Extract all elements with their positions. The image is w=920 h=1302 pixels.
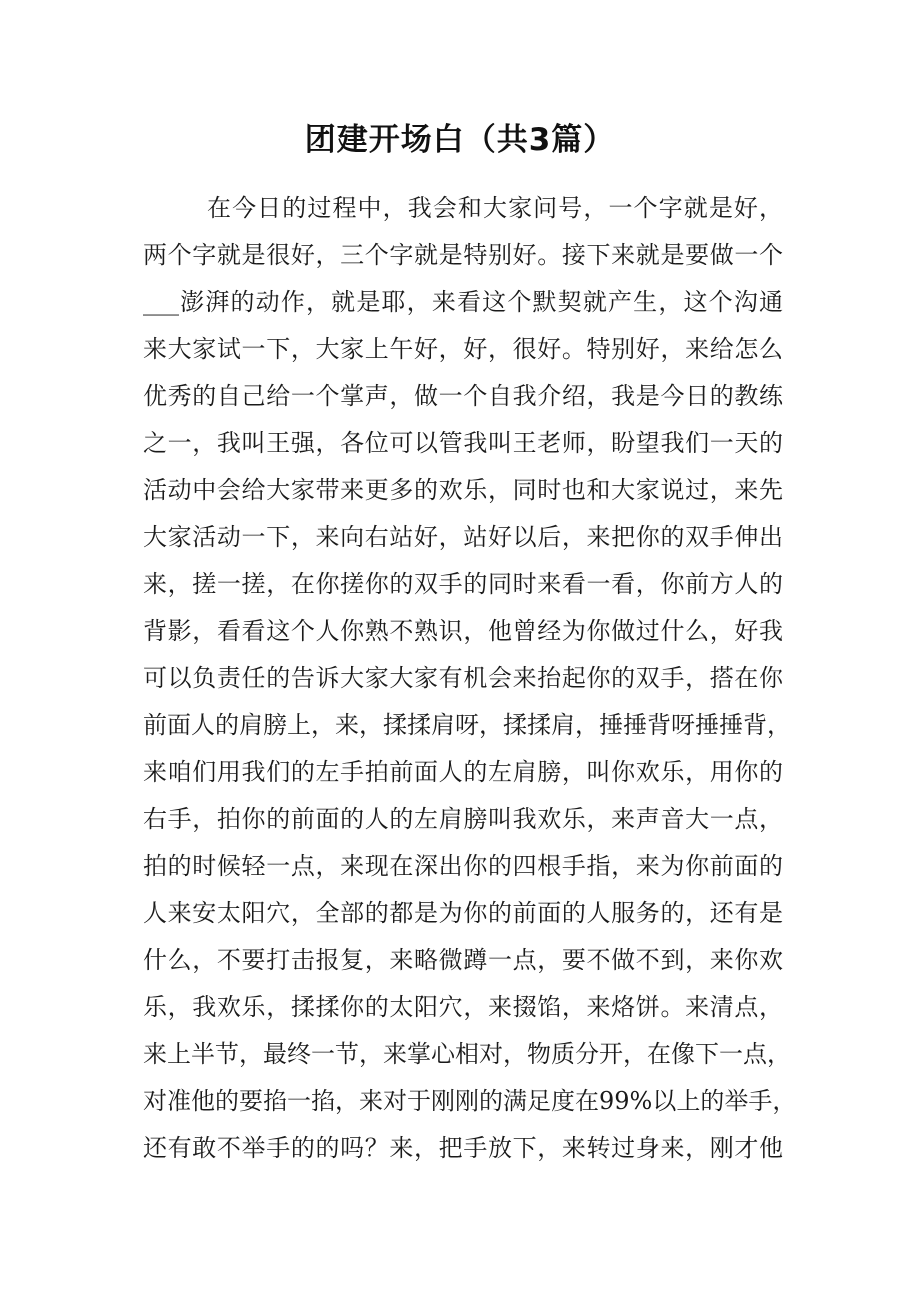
paragraph-line: 来上半节，最终一节，来掌心相对，物质分开，在像下一点， xyxy=(143,1040,791,1068)
paragraph-line: 背影，看看这个人你熟不熟识，他曾经为你做过什么，好我 xyxy=(143,617,783,645)
paragraph-line: 什么，不要打击报复，来略微蹲一点，要不做不到，来你欢 xyxy=(143,946,783,974)
paragraph-line: 两个字就是很好，三个字就是特别好。接下来就是要做一个 xyxy=(143,241,783,269)
paragraph-line: 之一，我叫王强，各位可以管我叫王老师，盼望我们一天的 xyxy=(143,429,783,457)
paragraph-line: 来，搓一搓，在你搓你的双手的同时来看一看，你前方人的 xyxy=(143,570,783,598)
paragraph-line: 在今日的过程中，我会和大家问号，一个字就是好， xyxy=(207,194,783,222)
paragraph-line: 优秀的自己给一个掌声，做一个自我介绍，我是今日的教练 xyxy=(143,382,783,410)
paragraph-line: 还有敢不举手的的吗？来，把手放下，来转过身来，刚才他 xyxy=(143,1134,783,1162)
paragraph-line: ___澎湃的动作，就是耶，来看这个默契就产生，这个沟通 xyxy=(143,288,783,316)
document-title: 团建开场白（共3篇） xyxy=(304,122,616,158)
paragraph-line: 右手，拍你的前面的人的左肩膀叫我欢乐，来声音大一点， xyxy=(143,805,783,833)
paragraph-line: 对准他的要掐一掐，来对于刚刚的满足度在99%以上的举手， xyxy=(143,1087,797,1115)
paragraph-line: 人来安太阳穴，全部的都是为你的前面的人服务的，还有是 xyxy=(143,899,783,927)
paragraph-line: 拍的时候轻一点，来现在深出你的四根手指，来为你前面的 xyxy=(143,852,783,880)
paragraph-line: 可以负责任的告诉大家大家有机会来抬起你的双手，搭在你 xyxy=(143,664,783,692)
paragraph-line: 大家活动一下，来向右站好，站好以后，来把你的双手伸出 xyxy=(143,523,783,551)
paragraph-line: 乐，我欢乐，揉揉你的太阳穴，来掇馅，来烙饼。来清点， xyxy=(143,993,783,1021)
paragraph-line: 活动中会给大家带来更多的欢乐，同时也和大家说过，来先 xyxy=(143,476,783,504)
paragraph-line: 来大家试一下，大家上午好，好，很好。特别好，来给怎么 xyxy=(143,335,783,363)
paragraph-line: 来咱们用我们的左手拍前面人的左肩膀，叫你欢乐，用你的 xyxy=(143,758,783,786)
paragraph-line: 前面人的肩膀上，来，揉揉肩呀，揉揉肩，捶捶背呀捶捶背， xyxy=(143,711,791,739)
